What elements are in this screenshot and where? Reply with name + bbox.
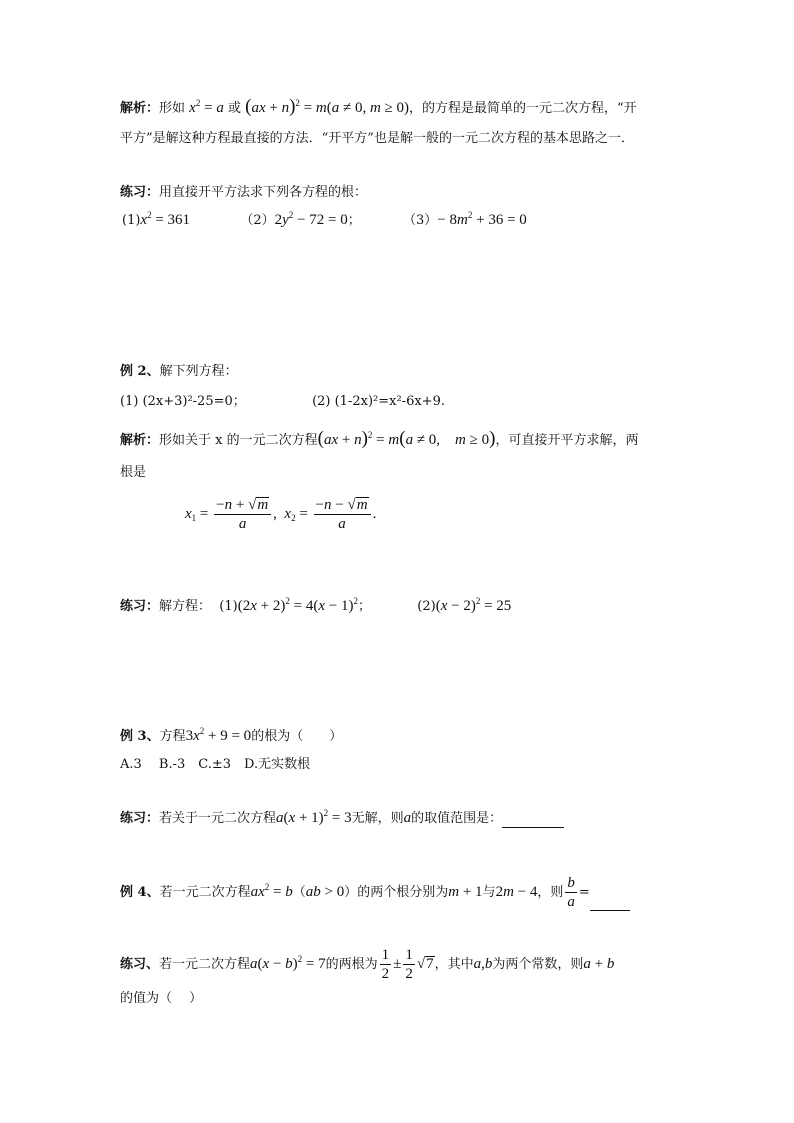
analysis1-label: 解析：: [120, 101, 160, 116]
example4-text: ）的两个根分别为: [344, 885, 449, 900]
example2-line2: [120, 393, 445, 411]
practice1-item3-formula: − $8m^2 + 36 = 0$: [437, 210, 527, 228]
example4-text: 若一元二次方程: [159, 885, 251, 900]
practice2-item2-formula: $(x - 2)^2 = 25$: [435, 596, 512, 614]
practice3-formula: $a(x + 1)^2 = 3$: [276, 808, 352, 826]
practice3-text: 的取值范围是：: [411, 811, 503, 826]
practice4-expression: a + b: [583, 955, 615, 972]
example4-fraction: $\frac{b}{a}$: [567, 875, 575, 910]
analysis2-line1: [120, 430, 638, 450]
practice2-prompt: 解方程：: [159, 599, 212, 614]
practice4-text: 若一元二次方程: [159, 956, 251, 972]
example4-text: 与: [482, 885, 496, 900]
example3-text: 方程: [159, 729, 186, 744]
practice3-var-a: a: [403, 810, 412, 826]
analysis2-formula: (ax + n)$^2$ = m(a ≠ 0, m ≥ 0): [317, 428, 496, 449]
analysis1-formula-b: (ax + n)$^2$ = m(a ≠ 0, m ≥ 0): [245, 96, 410, 117]
practice4-line2: 的值为（ ）: [120, 991, 203, 1006]
example2-item2a: (2) (1-2x): [312, 394, 374, 409]
practice1-line2: [122, 211, 527, 230]
example3-text: 的根为（ ）: [251, 729, 343, 744]
example2-line1: [120, 363, 238, 381]
practice2-item1-formula: $(2x + 2)^2 = 4(x - 1)^2$: [237, 596, 358, 614]
practice1-item2-index: （2）: [240, 213, 275, 228]
practice1-separator: ；: [347, 213, 361, 228]
example3-line1: [120, 727, 342, 746]
practice4-line1: [120, 946, 614, 983]
analysis1-line1: [120, 98, 637, 118]
practice2-item1-index: (1): [219, 599, 238, 614]
analysis1-text: 形如: [159, 101, 186, 116]
practice1-item3-index: （3）: [403, 213, 438, 228]
practice3-text: 若关于一元二次方程: [159, 811, 277, 826]
example4-text: =: [578, 885, 590, 900]
analysis1-line2: 平方”是解这种方程最直接的方法．“开平方”也是解一般的一元二次方程的基本思路之一．: [120, 131, 634, 146]
practice3-answer-blank[interactable]: [502, 813, 564, 828]
example4-formula: $ax^2 = b$: [250, 882, 293, 900]
practice3-text: 无解，则: [351, 811, 404, 826]
practice2-label: 练习：: [120, 599, 160, 614]
practice3-label: 练习：: [120, 811, 160, 826]
example3-options: A.3 B.-3 C.±3 D.无实数根: [120, 757, 311, 772]
practice1-item1-formula: $x^2 = 361$: [140, 210, 191, 228]
practice1-item2-formula: $2y^2 - 72 = 0$: [274, 210, 348, 228]
analysis1-formula-a: $x^2 = a$: [189, 98, 224, 116]
example4-text: ，则: [537, 885, 564, 900]
practice2-separator: ；: [357, 599, 371, 614]
example4-root2: 2m − 4: [495, 884, 538, 900]
practice4-text: ，其中: [434, 956, 474, 972]
practice3-line: [120, 809, 564, 828]
practice2-item2-index: (2): [417, 599, 436, 614]
example4-condition: ab > 0: [305, 884, 345, 900]
example4-line: [120, 874, 630, 911]
example3-formula: $3x^2 + 9 = 0$: [185, 726, 252, 744]
example4-root1: m + 1: [448, 884, 483, 900]
example2-label: 例 2、: [120, 364, 160, 379]
analysis2-roots-formula: $x_1$ = $\frac{-n + √m}{a}$ , $x_2$ = $\frac{-n - √m}{a}$ .: [185, 497, 377, 532]
practice4-roots: $\frac{1}{2}$ ± $\frac{1}{2}$ √7: [381, 947, 434, 982]
example4-text: （: [292, 885, 306, 900]
practice1-prompt: 用直接开平方法求下列各方程的根：: [159, 185, 368, 200]
example3-label: 例 3、: [120, 729, 160, 744]
practice4-label: 练习、: [120, 956, 160, 972]
practice4-text: 为两个常数，则: [492, 956, 584, 972]
analysis2-text: 形如关于 x 的一元二次方程: [159, 433, 318, 448]
practice1-item1-index: (1): [122, 213, 141, 228]
practice4-text: 的两根为: [325, 956, 378, 972]
example2-prompt: 解下列方程：: [159, 364, 238, 379]
example2-item2b: ²=x²-6x+9.: [373, 394, 445, 409]
example4-label: 例 4、: [120, 885, 160, 900]
practice1-line1: [120, 184, 367, 202]
practice1-label: 练习：: [120, 185, 160, 200]
practice4-vars: a,b: [473, 955, 493, 972]
practice4-formula: $a(x - b)^2 = 7$: [250, 953, 326, 972]
analysis2-text: ，可直接开平方求解，两: [495, 433, 639, 448]
analysis1-text: 或: [227, 101, 241, 116]
analysis1-text: ，的方程是最简单的一元二次方程，“开: [409, 101, 637, 116]
practice2-line: [120, 597, 511, 616]
example2-item1: (1) (2x+3)²-25=0；: [120, 394, 246, 409]
analysis2-line2: 根是: [120, 465, 147, 480]
example4-answer-blank[interactable]: [590, 896, 630, 911]
analysis2-label: 解析：: [120, 433, 160, 448]
